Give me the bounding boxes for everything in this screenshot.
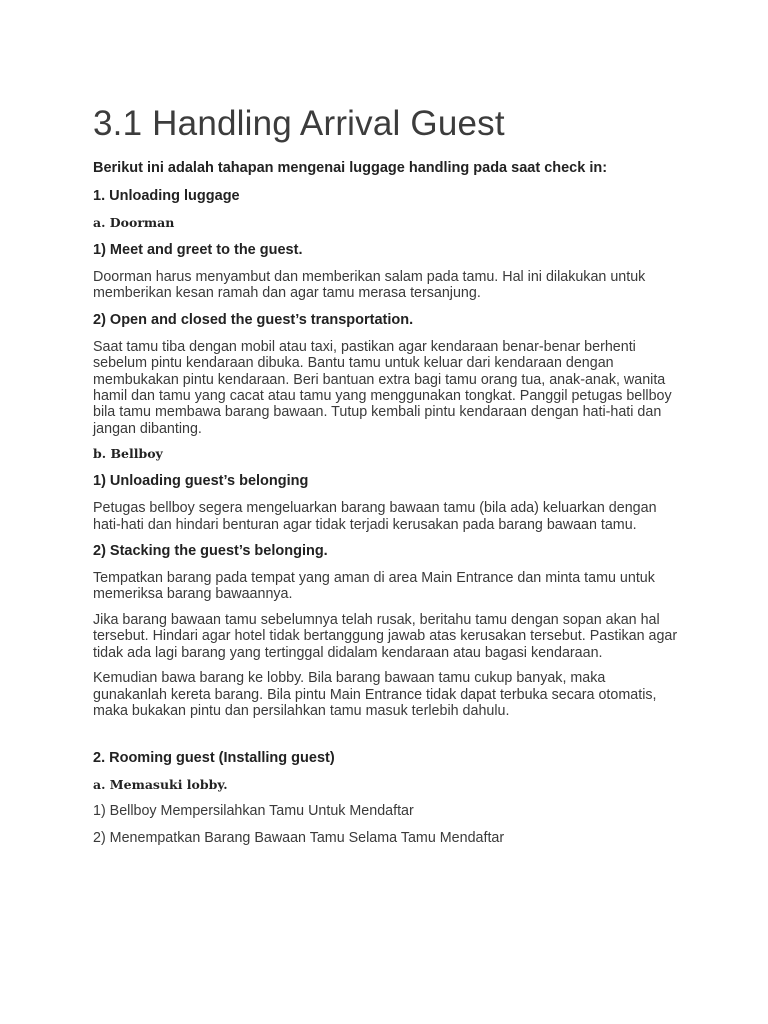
bellboy-step-2-heading: 2) Stacking the guest’s belonging. — [93, 543, 328, 560]
doorman-step-1-heading: 1) Meet and greet to the guest. — [93, 242, 303, 258]
intro-text: Berikut ini adalah tahapan mengenai luggage handling pada saat check in: — [93, 160, 608, 176]
doorman-step-2-text: Saat tamu tiba dengan mobil atau taxi, pastikan agar kendaraan benar-benar berhenti sebelum pintu kendaraan dibuka. Bantu tamu untuk keluar dari kendaraan dengan membukakan pintu kendaraan. Beri bantuan extra bagi tamu orang tua, anak-anak, wanita hamil dan tamu yang cacat atau tamu yang menggunakan tongkat. Panggil petugas bellboy bila tamu membawa barang bawaan. Tutup kembali pintu kendaraan dengan hati-hati dan jangan dibanting. — [93, 338, 672, 437]
doorman-step-1-text: Doorman harus menyambut dan memberikan salam pada tamu. Hal ini dilakukan untuk memberikan kesan ramah dan agar tamu merasa tersanjung. — [93, 269, 646, 302]
bellboy-heading: b. Bellboy — [93, 446, 163, 462]
section-spacer — [93, 728, 683, 749]
lobby-item-1: 1) Bellboy Mempersilahkan Tamu Untuk Mendaftar — [93, 803, 414, 820]
doorman-heading: a. Doorman — [93, 215, 175, 230]
page-title: 3.1 Handling Arrival Guest — [93, 104, 505, 143]
bellboy-step-1-heading: 1) Unloading guest’s belonging — [93, 473, 309, 490]
lobby-heading: a. Memasuki lobby. — [93, 777, 228, 793]
document-page — [93, 104, 683, 857]
section-2-heading: 2. Rooming guest (Installing guest) — [93, 750, 335, 767]
bellboy-step-1-text: Petugas bellboy segera mengeluarkan barang bawaan tamu (bila ada) keluarkan dengan hati-hati dan hindari benturan agar tidak terjadi kerusakan pada barang bawaan tamu. — [93, 500, 657, 533]
section-1-heading: 1. Unloading luggage — [93, 188, 240, 204]
bellboy-step-2-text-3: Kemudian bawa barang ke lobby. Bila barang bawaan tamu cukup banyak, maka gunakanlah kereta barang. Bila pintu Main Entrance tidak dapat terbuka secara otomatis, maka bukakan pintu dan persilahkan tamu masuk terlebih dahulu. — [93, 670, 657, 719]
bellboy-step-2-text-1: Tempatkan barang pada tempat yang aman di area Main Entrance dan minta tamu untuk memeriksa barang bawaannya. — [93, 570, 655, 603]
lobby-item-2: 2) Menempatkan Barang Bawaan Tamu Selama Tamu Mendaftar — [93, 830, 505, 847]
bellboy-step-2-text-2: Jika barang bawaan tamu sebelumnya telah rusak, beritahu tamu dengan sopan akan hal tersebut. Hindari agar hotel tidak bertanggung jawab atas kerusakan tersebut. Pastikan agar tidak ada lagi barang yang tertinggal didalam kendaraan atau bagasi kendaraan. — [93, 611, 678, 661]
doorman-step-2-heading: 2) Open and closed the guest’s transportation. — [93, 311, 414, 328]
